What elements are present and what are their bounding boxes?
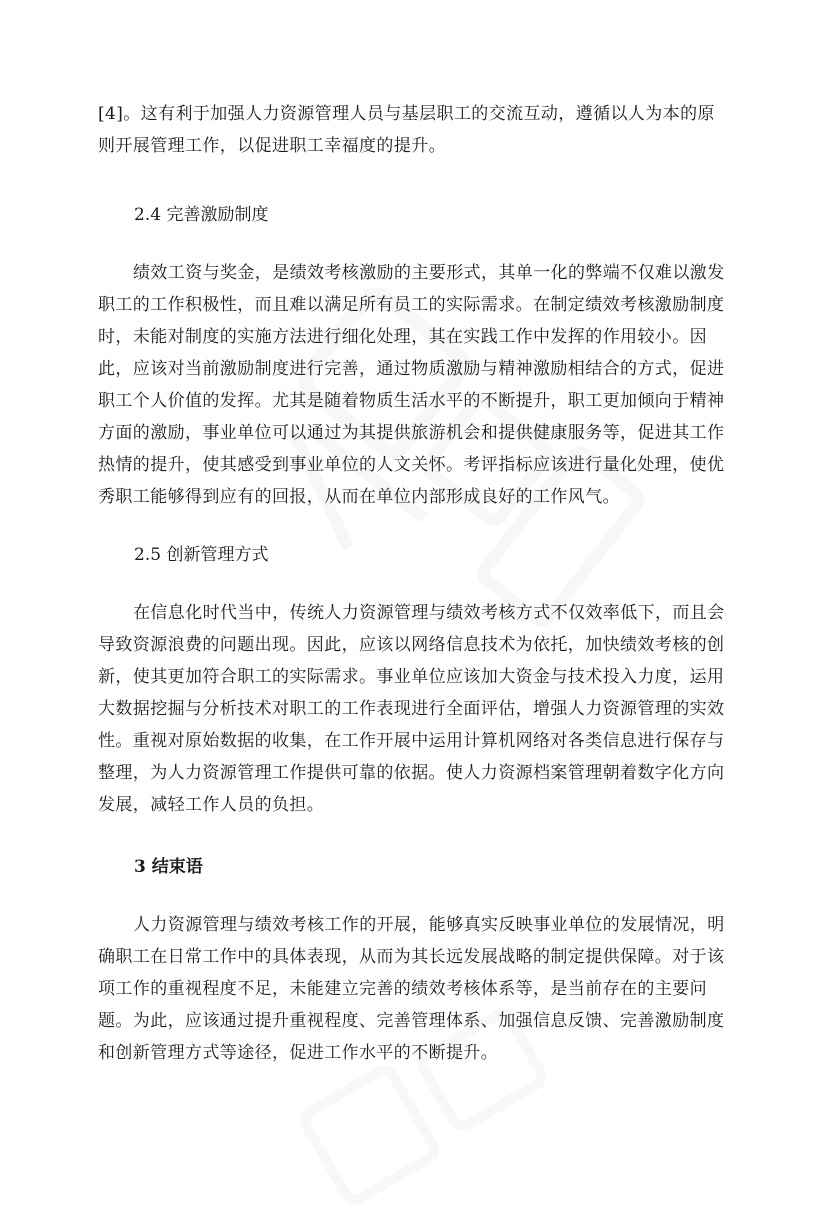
section-2-5-body: 在信息化时代当中，传统人力资源管理与绩效考核方式不仅效率低下，而且会导致资源浪费的问题出现。因此，应该以网络信息技术为依托，加快绩效考核的创新，使其更加符合职工的实际需求。事业单位应该加大资金与技术投入力度，运用大数据挖掘与分析技术对职工的工作表现进行全面评估，增强人力资源管理的实效性。重视对原始数据的收集，在工作开展中运用计算机网络对各类信息进行保存与整理，为人力资源管理工作提供可靠的依据。使人力资源档案管理朝着数字化方向发展，减轻工作人员的负担。 [98,603,725,815]
section-3-heading: 3 结束语 [134,857,203,877]
section-2-4-heading: 2.4 完善激励制度 [134,205,269,225]
section-2-5-heading: 2.5 创新管理方式 [134,545,269,565]
intro-paragraph: [4]。这有利于加强人力资源管理人员与基层职工的交流互动，遵循以人为本的原则开展管理工作，以促进职工幸福度的提升。 [98,104,715,156]
section-3-body: 人力资源管理与绩效考核工作的开展，能够真实反映事业单位的发展情况，明确职工在日常工作中的具体表现，从而为其长远发展战略的制定提供保障。对于该项工作的重视程度不足，未能建立完善的绩效考核体系等，是当前存在的主要问题。为此，应该通过提升重视程度、完善管理体系、加强信息反馈、完善激励制度和创新管理方式等途径，促进工作水平的不断提升。 [98,915,725,1063]
section-2-4-body: 绩效工资与奖金，是绩效考核激励的主要形式，其单一化的弊端不仅难以激发职工的工作积极性，而且难以满足所有员工的实际需求。在制定绩效考核激励制度时，未能对制度的实施方法进行细化处理，其在实践工作中发挥的作用较小。因此，应该对当前激励制度进行完善，通过物质激励与精神激励相结合的方式，促进职工个人价值的发挥。尤其是随着物质生活水平的不断提升，职工更加倾向于精神方面的激励，事业单位可以通过为其提供旅游机会和提供健康服务等，促进其工作热情的提升，使其感受到事业单位的人文关怀。考评指标应该进行量化处理，使优秀职工能够得到应有的回报，从而在单位内部形成良好的工作风气。 [98,263,725,507]
